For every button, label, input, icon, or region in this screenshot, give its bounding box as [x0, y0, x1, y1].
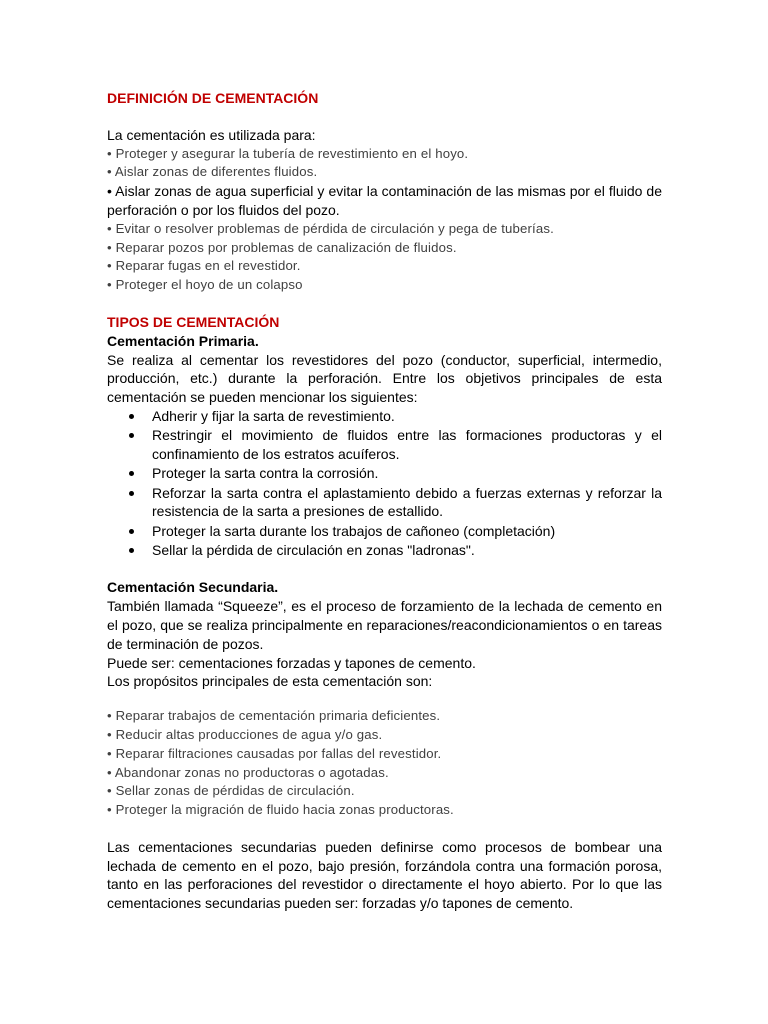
list-item-text: Proteger la sarta contra la corrosión.: [152, 465, 379, 482]
list-item: • Reparar trabajos de cementación primaria deficientes.: [107, 708, 441, 724]
list-item: • Proteger y asegurar la tubería de revestimiento en el hoyo.: [107, 145, 469, 161]
primaria-paragraph: Se realiza al cementar los revestidores del pozo (conductor, superficial, intermedio, producción, etc.) durante la perforación. Entre los objetivos principales de esta cementación se pueden mencionar los siguientes:: [107, 351, 662, 406]
secundaria-paragraph: También llamada “Squeeze”, es el proceso de forzamiento de la lechada de cemento en el pozo, que se realiza principalmente en reparaciones/reacondicionamientos o en tareas de terminación de pozos.: [107, 598, 662, 652]
document-page: [107, 89, 662, 913]
list-item: [152, 541, 662, 560]
definicion-list: [107, 145, 662, 295]
list-item-text: Proteger la sarta durante los trabajos de cañoneo (completación): [152, 522, 556, 539]
list-item: [152, 426, 662, 464]
list-item: • Reparar fugas en el revestidor.: [107, 258, 301, 274]
subtitle-secundaria: Cementación Secundaria.: [107, 579, 279, 596]
list-item: • Aislar zonas de diferentes fluidos.: [107, 164, 318, 180]
list-item: • Evitar o resolver problemas de pérdida de circulación y pega de tuberías.: [107, 220, 554, 236]
list-item: [152, 522, 662, 541]
list-item-text: Reforzar la sarta contra el aplastamiento debido a fuerzas externas y reforzar la resistencia de la sarta a presiones de estallido.: [152, 484, 662, 520]
list-item: • Aislar zonas de agua superficial y evitar la contaminación de las mismas por el fluido de perforación o por los fluidos del pozo.: [107, 183, 662, 218]
bullet-dot-icon: [129, 433, 134, 438]
list-item: • Proteger el hoyo de un colapso: [107, 277, 303, 293]
section-title-definicion: DEFINICIÓN DE CEMENTACIÓN: [107, 90, 319, 106]
list-item-text: Restringir el movimiento de fluidos entre las formaciones productoras y el confinamiento de los estratos acuíferos.: [152, 427, 662, 463]
closing-paragraph: Las cementaciones secundarias pueden definirse como procesos de bombear una lechada de cemento en el pozo, bajo presión, forzándola contra una formación porosa, tanto en las perforaciones del revestidor o directamente el hoyo abierto. Por lo que las cementaciones secundarias pueden ser: forzadas y/o tapones de cemento.: [107, 838, 662, 912]
list-item: [152, 407, 662, 426]
primaria-list: [107, 407, 662, 560]
list-item: • Abandonar zonas no productoras o agotadas.: [107, 764, 389, 780]
list-item: • Proteger la migración de fluido hacia zonas productoras.: [107, 802, 454, 818]
definicion-intro: La cementación es utilizada para:: [107, 126, 316, 143]
list-item: [152, 484, 662, 522]
subtitle-primaria: Cementación Primaria.: [107, 332, 259, 349]
list-item: • Sellar zonas de pérdidas de circulación.: [107, 783, 355, 799]
bullet-dot-icon: [129, 414, 134, 419]
list-item: [152, 464, 662, 483]
secundaria-line-1: Puede ser: cementaciones forzadas y tapones de cemento.: [107, 654, 476, 671]
bullet-dot-icon: [129, 548, 134, 553]
list-item-text: Adherir y fijar la sarta de revestimiento.: [152, 407, 395, 424]
bullet-dot-icon: [129, 491, 134, 496]
secundaria-line-2: Los propósitos principales de esta cementación son:: [107, 673, 433, 690]
list-item: • Reparar pozos por problemas de canalización de fluidos.: [107, 239, 457, 255]
bullet-dot-icon: [129, 471, 134, 476]
list-item: • Reducir altas producciones de agua y/o gas.: [107, 726, 383, 742]
list-item: • Reparar filtraciones causadas por fallas del revestidor.: [107, 745, 442, 761]
section-title-tipos: TIPOS DE CEMENTACIÓN: [107, 313, 280, 330]
list-item-text: Sellar la pérdida de circulación en zonas "ladronas".: [152, 542, 475, 559]
bullet-dot-icon: [129, 529, 134, 534]
secundaria-list: [107, 707, 662, 820]
